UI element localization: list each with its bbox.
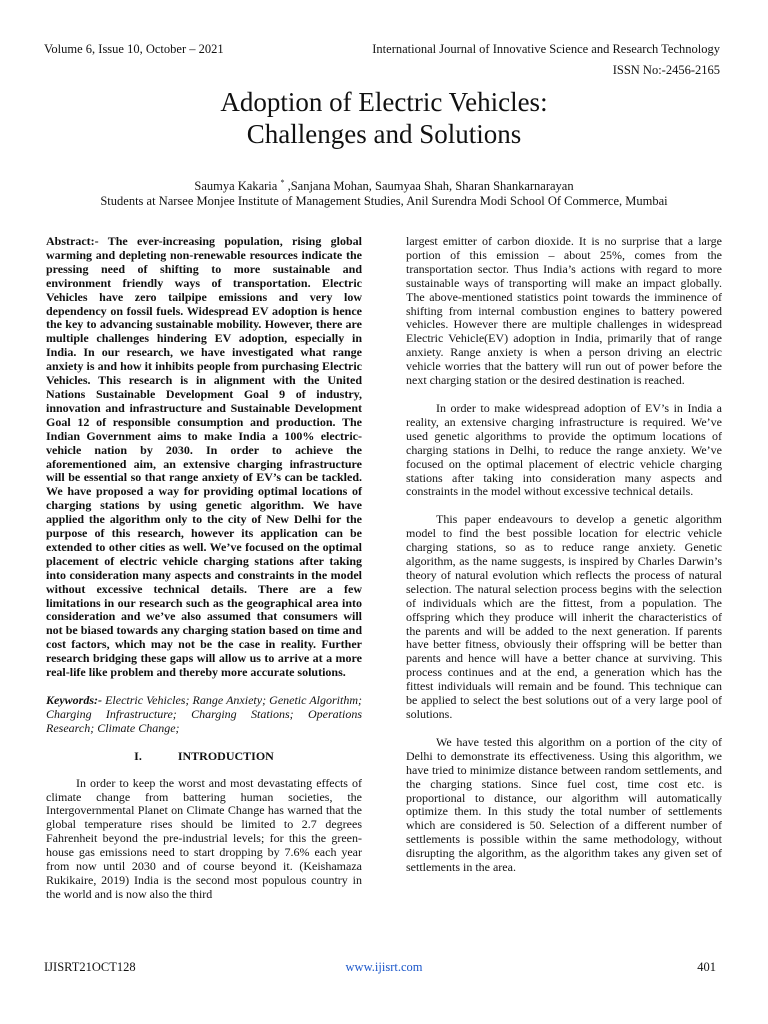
left-column xyxy=(46,235,362,902)
journal-name: International Journal of Innovative Science and Research Technology xyxy=(372,42,720,56)
right-paragraph-1: largest emitter of carbon dioxide. It is no surprise that a large portion of this emission – about 25%, comes from the transportation sector. Thus India’s actions with regard to more sustainable ways of transporting will make an impact globally. The above-mentioned statistics point towards the imminence of shifting from internal combustion engines to battery powered vehicles. However there are multiple challenges in widespread Electric Vehicle(EV) adoption in India, primarily that of range anxiety. Range anxiety is when a person driving an electric vehicle worries that the battery will run out of power before the next charging station or the desired destination is reached. xyxy=(406,234,722,388)
corresponding-mark: * xyxy=(280,178,285,187)
right-paragraph-2: In order to make widespread adoption of EV’s in India a reality, an extensive charging infrastructure is required. We’ve used genetic algorithms to provide the optimum locations of charging stations in Delhi, to reduce the range anxiety. We’ve focused on the optimal placement of electric vehicle charging stations after taking into consideration many aspects and constraints in the model without excessive technical details. xyxy=(406,400,722,499)
title-line-1: Adoption of Electric Vehicles: xyxy=(220,87,548,117)
other-authors: ,Sanjana Mohan, Saumyaa Shah, Sharan Shankarnarayan xyxy=(284,179,574,194)
affiliation: Students at Narsee Monjee Institute of Management Studies, Anil Surendra Modi School Of Commerce, Mumbai xyxy=(100,194,668,208)
author-list xyxy=(0,178,768,194)
right-column xyxy=(406,235,722,889)
keywords-label: Keywords:- xyxy=(46,693,102,707)
intro-paragraph-1: In order to keep the worst and most devastating effects of climate change from battering human societies, the Intergovernmental Planet on Climate Change has warned that the global temperature rises should be limited to 2.7 degrees Fahrenheit beyond the pre-industrial levels; for this the green-house gas emissions need to start dropping by 7.6% each year from now until 2030 and of course beyond it. (Keishamaza Rukikaire, 2019) India is the second most populous country in the world and is now also the third xyxy=(46,775,362,901)
first-author: Saumya Kakaria xyxy=(194,179,281,194)
section-title: INTRODUCTION xyxy=(177,748,274,763)
section-number: I. xyxy=(134,748,142,763)
issn: ISSN No:-2456-2165 xyxy=(612,63,720,77)
keywords xyxy=(46,694,362,736)
journal-url-link[interactable]: www.ijisrt.com xyxy=(345,960,423,974)
volume-issue: Volume 6, Issue 10, October – 2021 xyxy=(44,42,224,56)
section-heading-introduction xyxy=(46,750,362,764)
title-line-2: Challenges and Solutions xyxy=(246,119,522,149)
keywords-text: Electric Vehicles; Range Anxiety; Genetic Algorithm; Charging Infrastructure; Charging Stations; Operations Research; Climate Change; xyxy=(46,693,362,735)
paper-title xyxy=(0,86,768,150)
page-number: 401 xyxy=(697,960,716,974)
right-paragraph-3: This paper endeavours to develop a genetic algorithm model to find the best possible location for electric vehicle charging stations, so as to reduce range anxiety. Genetic algorithm, as the name suggests, is inspired by Charles Darwin’s theory of natural evolution which reflects the process of natural selection. The natural selection process begins with the selection of individuals which are the fittest, from a population. The offspring which they produce will inherit the characteristics of the parents and will be added to the next generation. If parents have better fitness, obviously their offspring will be better than parents and hence will have a better chance at surviving. This process continues and at the end, a generation which has the fittest individuals will remain and be found. This technique can be applied to select the best solutions out of a very large pool of solutions. xyxy=(406,512,722,721)
abstract: Abstract:- The ever-increasing population, rising global warming and depleting non-renewable resources indicate the pressing need of shifting to more sustainable and environment friendly ways of transportation. Electric Vehicles have zero tailpipe emissions and very low dependency on fossil fuels. Widespread EV adoption is hence the key to advancing sustainable mobility. However, there are multiple challenges hindering EV adoption, especially in India. In our research, we have investigated what range anxiety is and how it inhibits people from purchasing Electric Vehicles. This research is in alignment with the United Nations Sustainable Development Goal 9 of industry, innovation and infrastructure and Sustainable Development Goal 12 of responsible consumption and production. The Indian Government aims to make India a 100% electric-vehicle nation by 2030. In order to achieve the aforementioned aim, an extensive charging infrastructure will be essential so that range anxiety of EV’s can be tackled. We have proposed a way for providing optimal locations of charging stations by using genetic algorithm. We have applied the algorithm only to the city of New Delhi for the purpose of this research, however its application can be extended to other cities as well. We’ve focused on the optimal placement of electric vehicle charging stations after taking into consideration many aspects and constraints in the model without excessive technical details. There are a few limitations in our research such as the geographical area into consideration and we’ve also assumed that consumers will not be biased towards any charging station based on time and cost factors, which may not be the case in reality. Further research bridging these gaps will allow us to arrive at a more real-life like problem and thereby more accurate solutions. xyxy=(46,234,362,680)
right-paragraph-4: We have tested this algorithm on a portion of the city of Delhi to demonstrate its effectiveness. Using this algorithm, we have tried to minimize distance between random settlements, and the charging stations. Since fuel cost, time cost etc. is proportional to distance, our algorithm will automatically optimize them. In this study the total number of settlements which are considered is 50. Selection of a different number of settlements is possible within the same methodology, without disrupting the algorithm, as the algorithm takes any given set of settlements in the area. xyxy=(406,734,722,875)
paper-code: IJISRT21OCT128 xyxy=(44,960,136,974)
